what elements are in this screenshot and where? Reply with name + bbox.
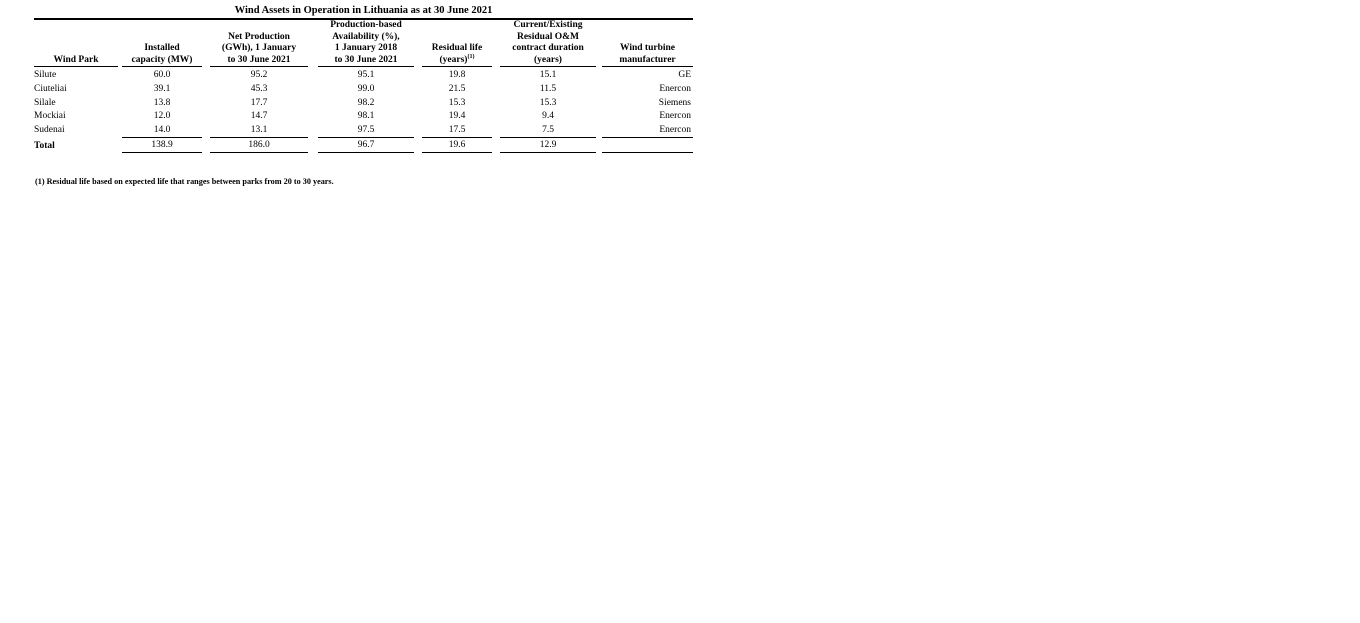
total-manufacturer [602, 137, 693, 153]
footnote-marker: (1) [467, 53, 475, 60]
cell-net-production: 45.3 [250, 83, 268, 94]
cell-residual-life: 15.3 [448, 97, 466, 108]
header-wind-park: Wind Park [34, 20, 118, 69]
table-row [34, 83, 693, 97]
cell-park: Silale [34, 97, 56, 108]
total-availability: 96.7 [318, 137, 414, 153]
cell-manufacturer: GE [678, 70, 691, 81]
cell-om-duration: 15.1 [539, 70, 557, 81]
cell-net-production: 95.2 [250, 70, 268, 81]
cell-om-duration: 11.5 [539, 83, 557, 94]
cell-capacity: 13.8 [153, 97, 171, 108]
total-label: Total [34, 141, 55, 152]
total-residual-life: 19.6 [422, 137, 492, 153]
total-net-production: 186.0 [210, 137, 308, 153]
cell-net-production: 13.1 [250, 124, 268, 135]
header-availability: Production-based Availability (%), 1 January 2018 to 30 June 2021 [318, 20, 414, 69]
cell-capacity: 12.0 [153, 111, 171, 122]
header-residual-life: Residual life (years)$^{(1)}$ [422, 20, 492, 69]
total-om-duration: 12.9 [500, 137, 596, 153]
cell-om-duration: 7.5 [542, 124, 554, 135]
wind-assets-table [34, 20, 693, 153]
cell-net-production: 14.7 [250, 111, 268, 122]
cell-manufacturer: Enercon [659, 124, 691, 135]
cell-park: Silute [34, 70, 57, 81]
header-manufacturer: Wind turbine manufacturer [602, 20, 693, 69]
table-row [34, 124, 693, 138]
cell-om-duration: 9.4 [542, 111, 554, 122]
cell-capacity: 39.1 [153, 83, 171, 94]
cell-residual-life: 21.5 [448, 83, 466, 94]
cell-capacity: 60.0 [153, 70, 171, 81]
cell-capacity: 14.0 [153, 124, 171, 135]
cell-manufacturer: Siemens [658, 97, 691, 108]
total-row [34, 137, 693, 153]
cell-availability: 97.5 [357, 124, 375, 135]
header-installed-capacity: Installed capacity (MW) [122, 20, 202, 69]
header-net-production: Net Production (GWh), 1 January to 30 June 2021 [210, 20, 308, 69]
cell-om-duration: 15.3 [539, 97, 557, 108]
cell-availability: 98.1 [357, 111, 375, 122]
table-row [34, 69, 693, 83]
footnote: (1) Residual life based on expected life that ranges between parks from 20 to 30 years. [35, 177, 334, 186]
header-om-contract: Current/Existing Residual O&M contract duration (years) [500, 20, 596, 69]
header-row [34, 20, 693, 69]
cell-residual-life: 19.4 [448, 111, 466, 122]
document-page [34, 4, 693, 153]
cell-availability: 98.2 [357, 97, 375, 108]
table-row [34, 97, 693, 111]
cell-residual-life: 19.8 [448, 70, 466, 81]
total-capacity: 138.9 [122, 137, 202, 153]
cell-availability: 99.0 [357, 83, 375, 94]
cell-manufacturer: Enercon [659, 111, 691, 122]
cell-manufacturer: Enercon [659, 83, 691, 94]
cell-net-production: 17.7 [250, 97, 268, 108]
table-row [34, 110, 693, 124]
cell-park: Mockiai [34, 111, 66, 122]
cell-residual-life: 17.5 [448, 124, 466, 135]
table-title: Wind Assets in Operation in Lithuania as at 30 June 2021 [34, 4, 693, 20]
cell-park: Ciuteliai [34, 83, 67, 94]
cell-availability: 95.1 [357, 70, 375, 81]
cell-park: Sudenai [34, 124, 65, 135]
